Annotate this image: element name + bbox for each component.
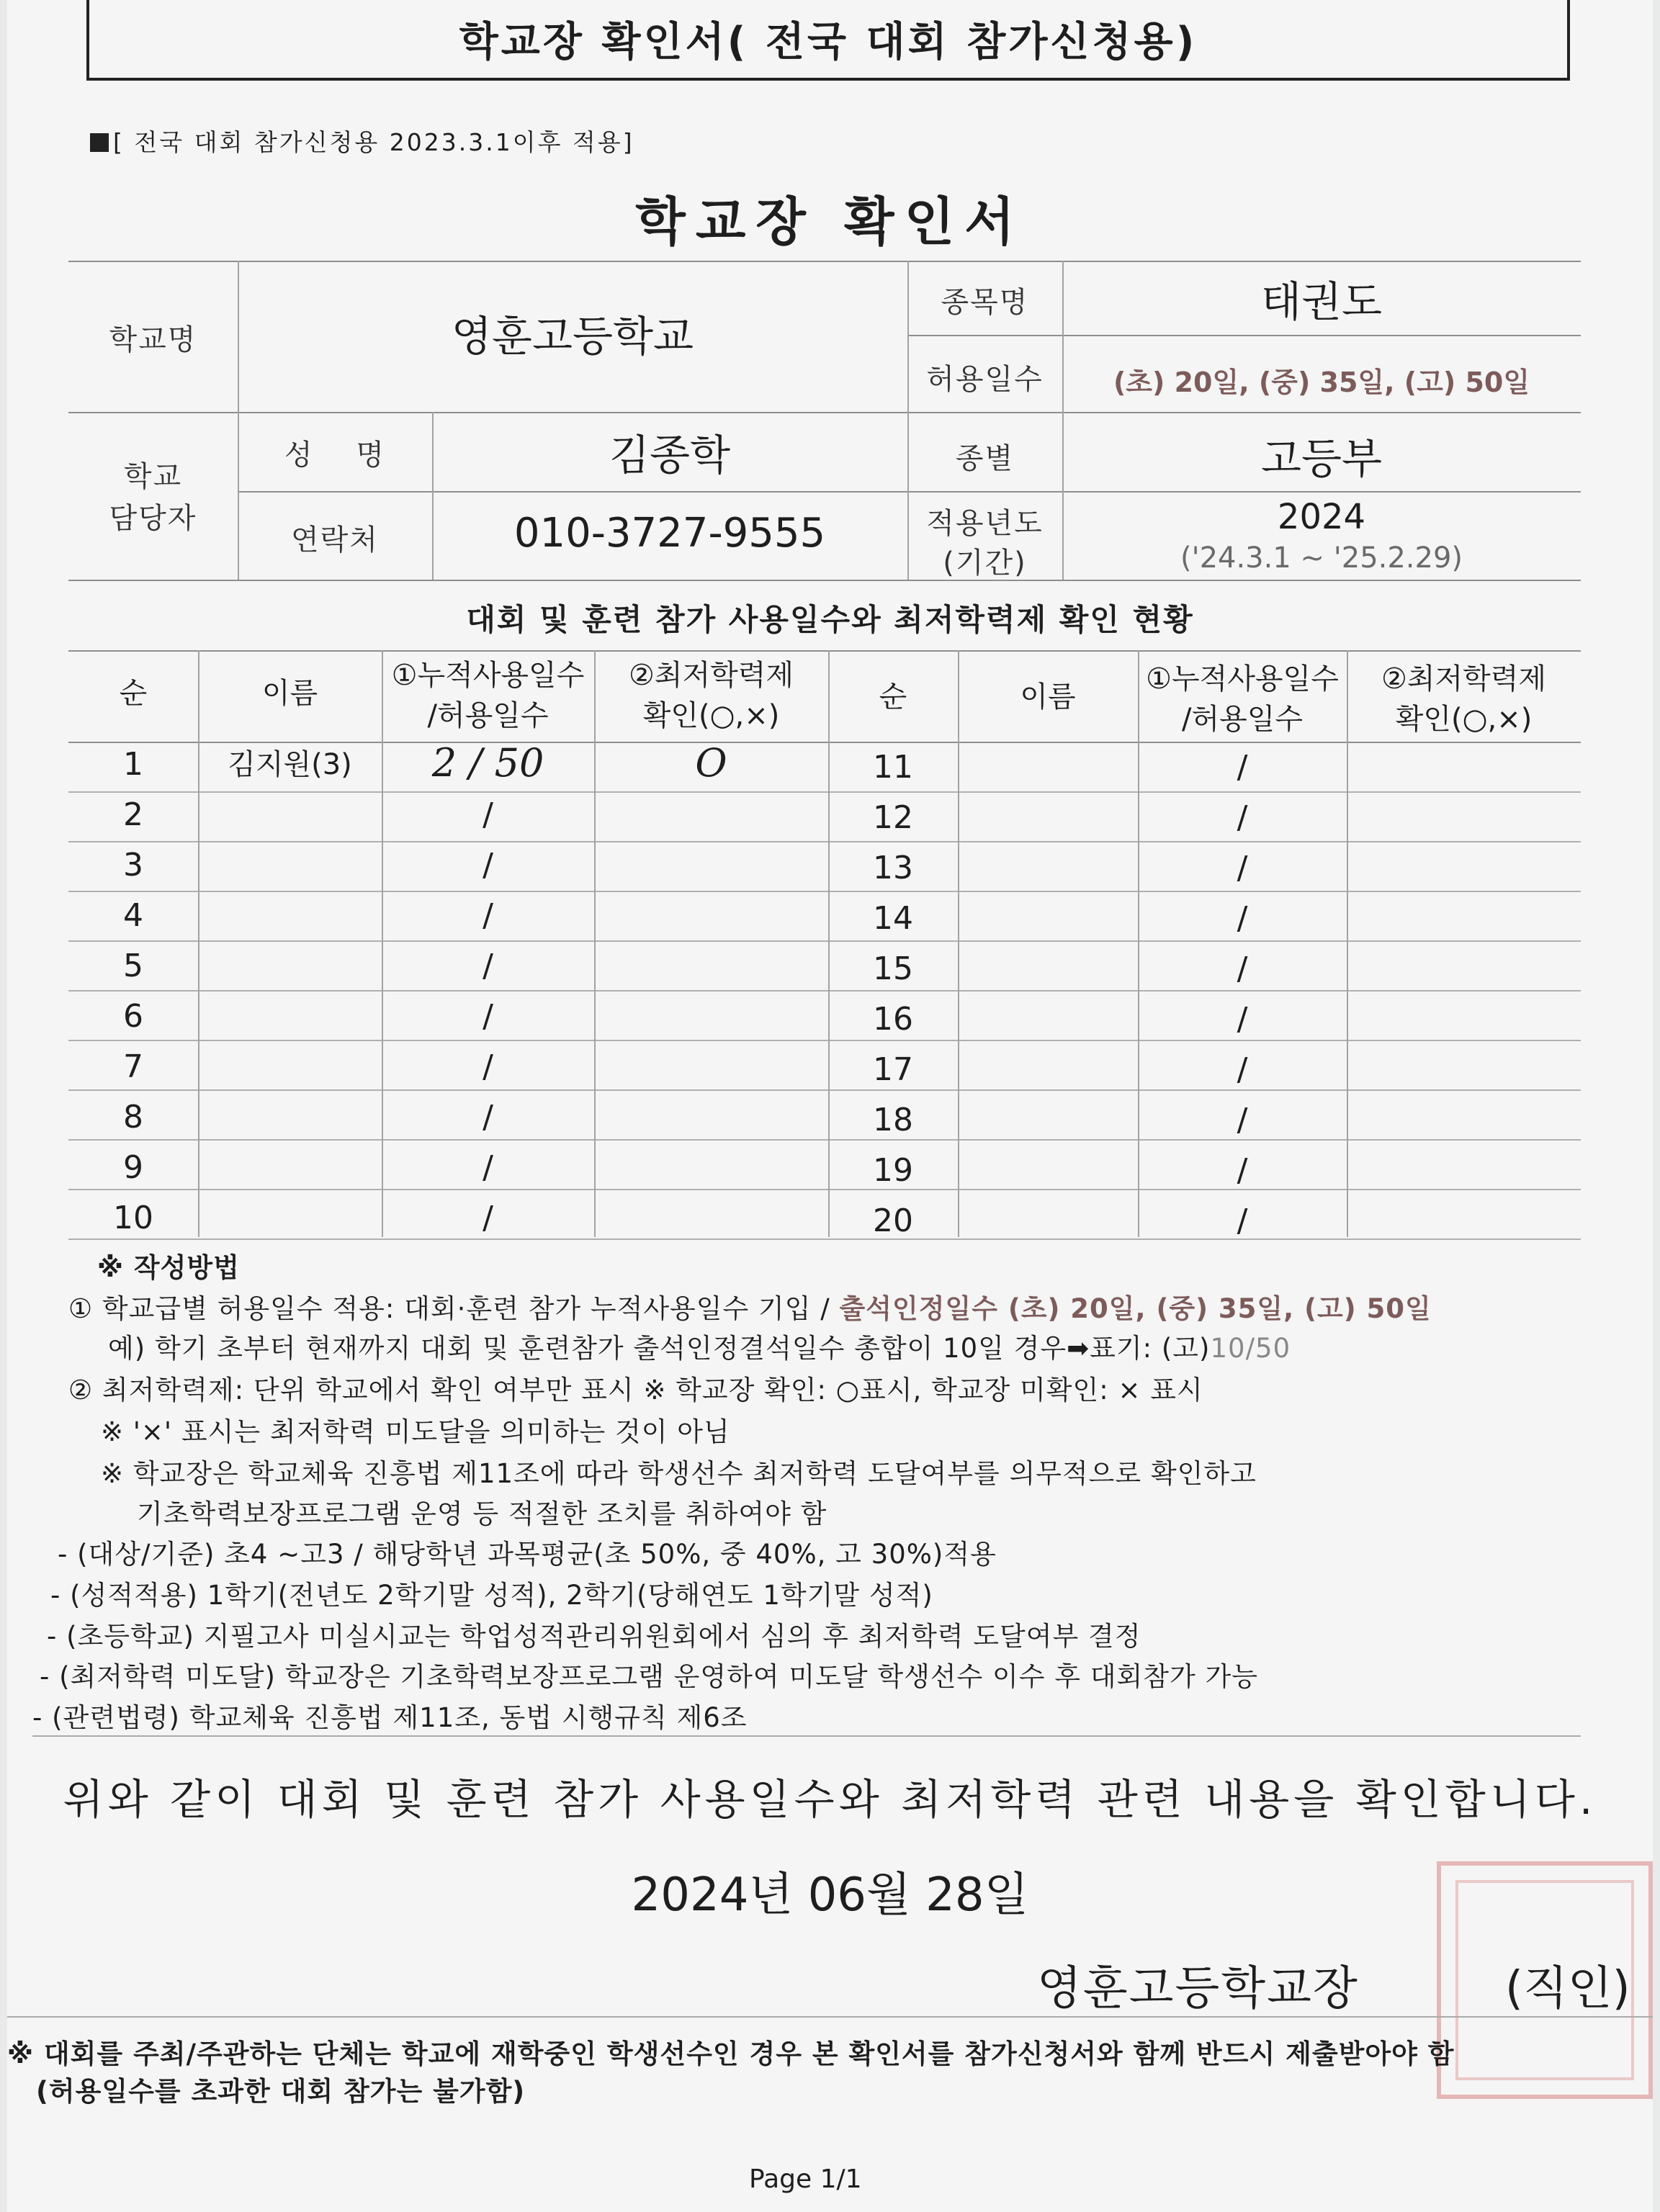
- instruction-line: [68, 1287, 1432, 1326]
- divider: [828, 650, 830, 1237]
- divider: [68, 412, 1581, 413]
- col-header-no-right: 순: [879, 680, 907, 714]
- divider: [907, 335, 1581, 336]
- col-header-name: 이름: [261, 677, 318, 710]
- table-row-divider: [68, 841, 1581, 842]
- instruction-line: - (성적적용) 1학기(전년도 2학기말 성적), 2학기(당해연도 1학기말 성적): [50, 1580, 933, 1611]
- row-days: /: [1237, 1202, 1248, 1239]
- instruction-text: ① 학교급별 허용일수 적용: 대회·훈련 참가 누적사용일수 기입 /: [68, 1293, 840, 1324]
- row-no: 11: [873, 749, 913, 786]
- confirmation-text: 위와 같이 대회 및 훈련 참가 사용일수와 최저학력 관련 내용을 확인합니다.: [63, 1775, 1597, 1824]
- confirmation-date: 2024년 06월 28일: [631, 1869, 1029, 1922]
- row-no: 8: [123, 1099, 143, 1136]
- instruction-line: - (초등학교) 지필고사 미실시교는 학업성적관리위원회에서 심의 후 최저학력 도달여부 결정: [47, 1621, 1141, 1652]
- row-days: /: [483, 847, 493, 884]
- row-days: /: [483, 948, 493, 984]
- seal-label: (직인): [1505, 1962, 1630, 2015]
- table-row-divider: [68, 891, 1581, 892]
- row-no: 14: [873, 900, 913, 937]
- table-row-divider: [68, 1040, 1581, 1041]
- instruction-text: 표기: (고): [1090, 1333, 1211, 1364]
- row-days: /: [1237, 749, 1248, 786]
- divider: [958, 650, 959, 1237]
- instruction-line: 기초학력보장프로그램 운영 등 적절한 조치를 취하여야 함: [137, 1498, 827, 1529]
- school-value: 영훈고등학교: [451, 312, 694, 361]
- row-no: 13: [873, 850, 913, 886]
- instruction-text: 예) 학기 초부터 현재까지 대회 및 훈련참가 출석인정결석일수 총합이 10일 경우: [108, 1333, 1067, 1364]
- phone-label: 연락처: [291, 523, 379, 557]
- row-days: /: [1237, 850, 1248, 886]
- divider: [32, 1735, 1581, 1737]
- col-header-name-right: 이름: [1020, 680, 1076, 714]
- instruction-highlight: 출석인정일수 (초) 20일, (중) 35일, (고) 50일: [839, 1293, 1432, 1324]
- row-no: 5: [123, 948, 143, 984]
- year-value: 2024: [1277, 497, 1366, 537]
- col-header-no: 순: [119, 677, 148, 710]
- row-days: /: [483, 796, 493, 833]
- top-banner: 학교장 확인서( 전국 대회 참가신청용): [86, 0, 1570, 81]
- allowed-days-value: (초) 20일, (중) 35일, (고) 50일: [1113, 367, 1530, 398]
- instruction-line: [108, 1326, 1291, 1365]
- row-no: 16: [873, 1001, 913, 1038]
- table-row-divider: [68, 1189, 1581, 1190]
- instructions-heading: ※ 작성방법: [97, 1252, 240, 1283]
- apply-note: [90, 124, 634, 158]
- divider: [594, 650, 596, 1237]
- col-header-check-right-1: ②최저학력제: [1381, 662, 1547, 696]
- row-days: 2 / 50: [431, 740, 544, 786]
- row-days: /: [1237, 1102, 1248, 1138]
- document-page: [7, 0, 1653, 2212]
- divider: [238, 491, 1581, 493]
- row-no: 15: [873, 950, 913, 987]
- row-days: /: [1237, 1051, 1248, 1088]
- row-no: 19: [873, 1152, 913, 1189]
- instruction-example: 10/50: [1210, 1333, 1291, 1364]
- row-days: /: [483, 897, 493, 934]
- year-period: ('24.3.1 ~ '25.2.29): [1180, 541, 1463, 575]
- instruction-line: ※ '×' 표시는 최저학력 미도달을 의미하는 것이 아님: [101, 1416, 730, 1447]
- divider: [68, 650, 1581, 652]
- year-label-1: 적용년도: [926, 507, 1044, 540]
- row-days: /: [483, 1048, 493, 1085]
- row-no: 3: [123, 847, 143, 884]
- footer-note: ※ 대회를 주최/주관하는 단체는 학교에 재학중인 학생선수인 경우 본 확인서를 참가신청서와 함께 반드시 제출받아야 함: [7, 2038, 1455, 2069]
- contact-label-1: 학교: [123, 460, 183, 493]
- instruction-line: - (관련법령) 학교체육 진흥법 제11조, 동법 시행규칙 제6조: [32, 1702, 748, 1733]
- page-title: 학교장 확인서: [635, 192, 1025, 252]
- year-label-2: (기간): [943, 547, 1027, 580]
- row-days: /: [1237, 1001, 1248, 1038]
- divider: [68, 261, 1581, 262]
- row-days: /: [1237, 799, 1248, 836]
- arrow-right-icon: ➡: [1067, 1333, 1090, 1364]
- event-label: 종목명: [941, 286, 1029, 319]
- table-row-divider: [68, 990, 1581, 992]
- row-no: 20: [873, 1202, 913, 1239]
- col-header-days-1: ①누적사용일수: [391, 659, 585, 692]
- row-no: 12: [873, 799, 913, 836]
- row-days: /: [483, 1099, 493, 1136]
- row-check: O: [695, 740, 727, 786]
- event-value: 태권도: [1260, 277, 1383, 326]
- instruction-line: ※ 학교장은 학교체육 진흥법 제11조에 따라 학생선수 최저학력 도달여부를 의무적으로 확인하고: [101, 1458, 1257, 1489]
- divider: [7, 2016, 1653, 2018]
- row-days: /: [1237, 1152, 1248, 1189]
- col-header-days-2: /허용일수: [427, 699, 549, 732]
- divider: [198, 650, 199, 1237]
- division-value: 고등부: [1260, 434, 1383, 483]
- apply-note-text: [ 전국 대회 참가신청용 2023.3.1이후 적용]: [113, 128, 634, 156]
- school-label: 학교명: [109, 323, 197, 356]
- principal-title: 영훈고등학교장: [1037, 1962, 1359, 2015]
- row-days: /: [1237, 950, 1248, 987]
- col-header-check-right-2: 확인(○,×): [1395, 703, 1533, 736]
- col-header-check-2: 확인(○,×): [642, 699, 780, 732]
- divider: [68, 580, 1581, 581]
- name-value: 김종학: [609, 431, 731, 480]
- table-row-divider: [68, 791, 1581, 793]
- row-days: /: [483, 1200, 493, 1236]
- col-header-days-right-2: /허용일수: [1181, 703, 1304, 736]
- row-days: /: [483, 998, 493, 1035]
- row-no: 2: [123, 796, 143, 833]
- table-row-divider: [68, 1238, 1581, 1240]
- square-bullet-icon: [90, 133, 109, 152]
- allowed-days-label: 허용일수: [926, 363, 1044, 396]
- table-row-divider: [68, 940, 1581, 942]
- footer-note-2: (허용일수를 초과한 대회 참가는 불가함): [36, 2076, 526, 2107]
- table-row-divider: [68, 1089, 1581, 1091]
- row-no: 4: [123, 897, 143, 934]
- page-number: Page 1/1: [749, 2164, 862, 2194]
- row-days: /: [483, 1149, 493, 1186]
- instruction-line: - (최저학력 미도달) 학교장은 기초학력보장프로그램 운영하여 미도달 학생선수 이수 후 대회참가 가능: [40, 1661, 1259, 1692]
- row-no: 7: [123, 1048, 143, 1085]
- table-heading: 대회 및 훈련 참가 사용일수와 최저학력제 확인 현황: [466, 602, 1194, 637]
- col-header-days-right-1: ①누적사용일수: [1146, 662, 1339, 696]
- division-label: 종별: [955, 442, 1015, 475]
- row-no: 1: [123, 746, 143, 783]
- instruction-line: - (대상/기준) 초4 ~고3 / 해당학년 과목평균(초 50%, 중 40%, 고 30%)적용: [58, 1539, 997, 1570]
- col-header-check-1: ②최저학력제: [628, 659, 794, 692]
- row-no: 17: [873, 1051, 913, 1088]
- row-no: 10: [113, 1200, 153, 1236]
- instruction-line: ② 최저학력제: 단위 학교에서 확인 여부만 표시 ※ 학교장 확인: ○표시, 학교장 미확인: × 표시: [68, 1375, 1203, 1406]
- row-no: 9: [123, 1149, 143, 1186]
- phone-value: 010-3727-9555: [513, 510, 826, 557]
- row-days: /: [1237, 900, 1248, 937]
- name-label: 성 명: [284, 439, 386, 472]
- contact-label-2: 담당자: [109, 502, 197, 535]
- row-no: 18: [873, 1102, 913, 1138]
- row-name: 김지원(3): [228, 748, 352, 781]
- row-no: 6: [123, 998, 143, 1035]
- table-row-divider: [68, 1139, 1581, 1141]
